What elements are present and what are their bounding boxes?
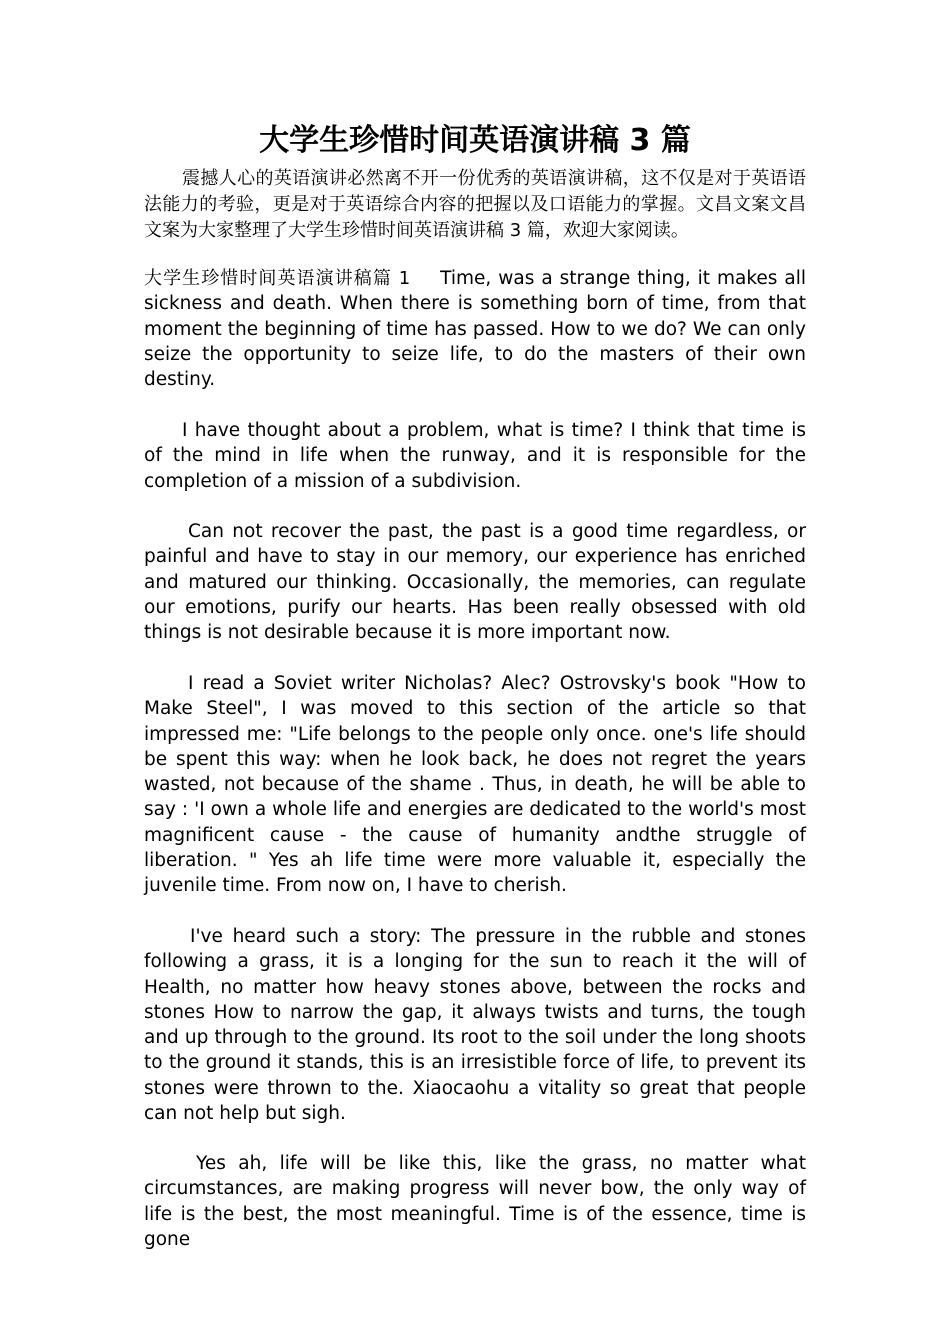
body-paragraph: Yes ah, life will be like this, like the grass, no matter what circumstances, are making progress will never bow, the only way of life is the best, the most meaningful. Time is of the essence, time is gone [144, 1153, 806, 1250]
section-1-text: Time, was a strange thing, it makes all sickness and death. When there is something born of time, from that moment the beginning of time has passed. How to we do? We can only seize the opportunity to seize life, to do the masters of their own destiny. [144, 268, 806, 391]
intro-paragraph: 震撼人心的英语演讲必然离不开一份优秀的英语演讲稿，这不仅是对于英语语法能力的考验，更是对于英语综合内容的把握以及口语能力的掌握。文昌文案文昌文案为大家整理了大学生珍惜时间英语演讲稿 3 篇，欢迎大家阅读。 [144, 168, 806, 241]
document-title: 大学生珍惜时间英语演讲稿 3 篇 [259, 123, 691, 158]
body-paragraph: I read a Soviet writer Nicholas? Alec? Ostrovsky's book "How to Make Steel", I was moved to this section of the article so that impressed me: "Life belongs to the people only once. one's life should be spent this way: when he look back, he does not regret the years wasted, not because of the shame . Thus, in death, he will be able to say : 'I own a whole life and energies are dedicated to the world's most magnificent cause - the cause of humanity andthe struggle of liberation. " Yes ah life time were more valuable it, especially the juvenile time. From now on, I have to cherish. [144, 673, 806, 897]
body-paragraph: Can not recover the past, the past is a good time regardless, or painful and have to stay in our memory, our experience has enriched and matured our thinking. Occasionally, the memories, can regulate our emotions, purify our hearts. Has been really obsessed with old things is not desirable because it is more important now. [144, 521, 806, 644]
body-paragraph: I have thought about a problem, what is time? I think that time is of the mind in life when the runway, and it is responsible for the completion of a mission of a subdivision. [144, 420, 806, 492]
section-heading: 大学生珍惜时间英语演讲稿篇 1 [144, 268, 411, 289]
section-1-first-paragraph [144, 266, 806, 392]
body-paragraph: I've heard such a story: The pressure in the rubble and stones following a grass, it is a longing for the sun to reach it the will of Health, no matter how heavy stones above, between the rocks and stones How to narrow the gap, it always twists and turns, the tough and up through to the ground. Its root to the soil under the long shoots to the ground it stands, this is an irresistible force of life, to prevent its stones were thrown to the. Xiaocaohu a vitality so great that people can not help but sigh. [144, 926, 806, 1125]
